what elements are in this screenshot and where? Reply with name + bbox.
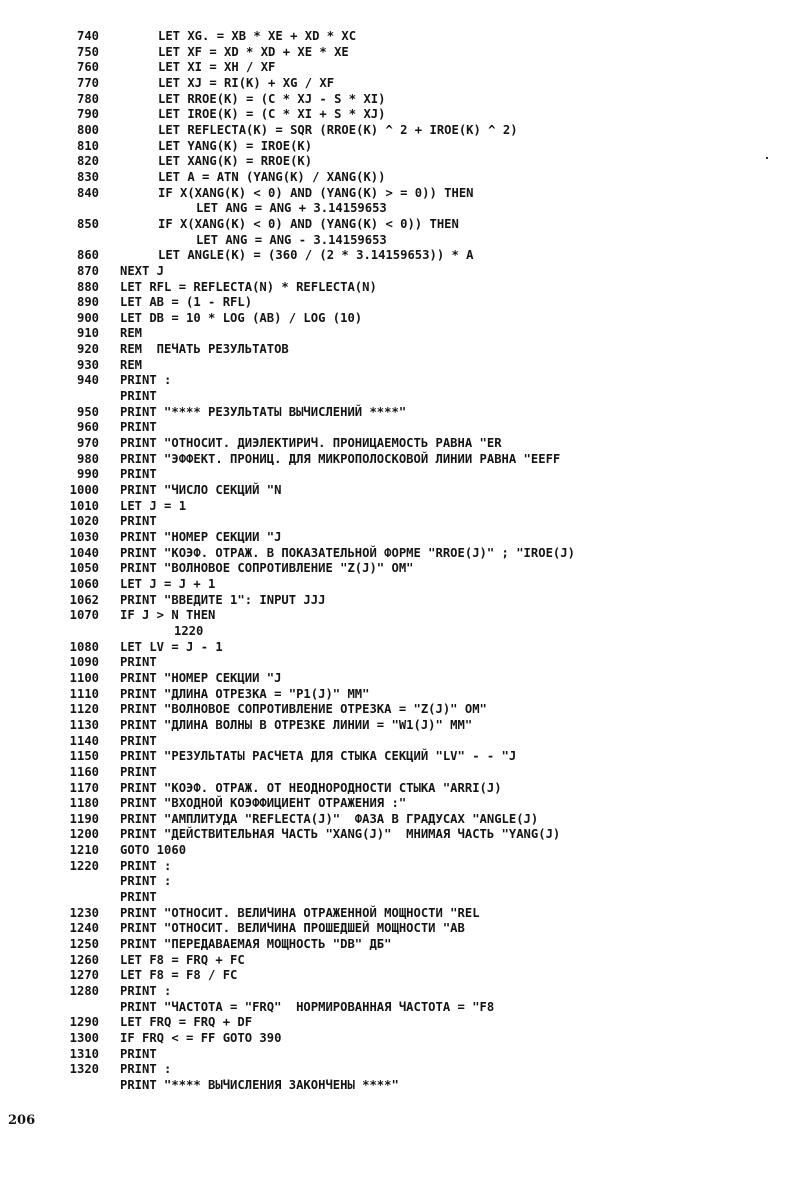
code-text: PRINT bbox=[120, 655, 157, 670]
code-text: LET AB = (1 - RFL) bbox=[120, 295, 253, 310]
code-text: LET XG. = XB * XE + XD * XC bbox=[158, 29, 357, 43]
line-number: 880 bbox=[76, 279, 99, 294]
code-line bbox=[0, 373, 790, 389]
code-line bbox=[0, 217, 790, 233]
code-text: PRINT "ВВЕДИТЕ 1": INPUT JJJ bbox=[120, 592, 326, 607]
code-text: IF FRQ < = FF GOTO 390 bbox=[120, 1031, 282, 1045]
line-number: 1150 bbox=[69, 749, 99, 764]
code-text: PRINT "ДЛИНА ВОЛНЫ В ОТРЕЗКЕ ЛИНИИ = "W1(J)" ММ" bbox=[120, 717, 473, 732]
line-number: 870 bbox=[76, 263, 99, 278]
line-number: 1240 bbox=[69, 921, 99, 936]
code-text: PRINT : bbox=[120, 858, 172, 873]
code-line bbox=[0, 953, 790, 969]
code-line bbox=[0, 843, 790, 859]
line-number: 1280 bbox=[69, 984, 99, 999]
code-line bbox=[0, 874, 790, 890]
code-text: LET XF = XD * XD + XE * XE bbox=[158, 44, 349, 59]
code-text: PRINT : bbox=[120, 984, 172, 999]
code-line bbox=[0, 326, 790, 342]
code-line bbox=[0, 233, 790, 249]
code-text: GOTO 1060 bbox=[120, 843, 187, 858]
code-text: LET ANG = ANG - 3.14159653 bbox=[196, 232, 387, 247]
line-number: 1140 bbox=[69, 733, 99, 748]
code-line bbox=[0, 859, 790, 875]
line-number: 750 bbox=[76, 44, 99, 59]
line-number: 1290 bbox=[69, 1015, 99, 1030]
line-number: 970 bbox=[76, 436, 99, 451]
line-number: 930 bbox=[76, 357, 99, 372]
line-number: 860 bbox=[76, 248, 99, 263]
code-line bbox=[0, 640, 790, 656]
code-text: PRINT "ЧАСТОТА = "FRQ" НОРМИРОВАННАЯ ЧАСТОТА = "F8 bbox=[120, 999, 495, 1014]
code-text: PRINT : bbox=[120, 373, 172, 388]
code-text: PRINT "ЭФФЕКТ. ПРОНИЦ. ДЛЯ МИКРОПОЛОСКОВОЙ ЛИНИИ РАВНА "EEFF bbox=[120, 451, 561, 466]
code-text: LET ANGLE(K) = (360 / (2 * 3.14159653)) * A bbox=[158, 248, 474, 263]
line-number: 820 bbox=[76, 154, 99, 169]
line-number: 910 bbox=[76, 326, 99, 341]
code-line bbox=[0, 295, 790, 311]
code-line bbox=[0, 530, 790, 546]
code-line bbox=[0, 170, 790, 186]
code-text: REM ПЕЧАТЬ РЕЗУЛЬТАТОВ bbox=[120, 342, 289, 357]
line-number: 1020 bbox=[69, 514, 99, 529]
line-number: 760 bbox=[76, 60, 99, 75]
code-text: PRINT "ВХОДНОЙ КОЭФФИЦИЕНТ ОТРАЖЕНИЯ :" bbox=[120, 796, 407, 811]
code-text: LET RFL = REFLECTA(N) * REFLECTA(N) bbox=[120, 279, 377, 294]
code-line bbox=[0, 405, 790, 421]
basic-program-listing bbox=[0, 29, 790, 1094]
code-line bbox=[0, 968, 790, 984]
print-speck bbox=[766, 157, 768, 159]
code-text: LET ANG = ANG + 3.14159653 bbox=[196, 201, 387, 216]
code-line bbox=[0, 577, 790, 593]
code-text: LET LV = J - 1 bbox=[120, 639, 223, 654]
code-text: PRINT bbox=[120, 389, 157, 404]
code-text: REM bbox=[120, 326, 143, 341]
code-text: LET J = J + 1 bbox=[120, 576, 216, 591]
code-text: PRINT "ОТНОСИТ. ВЕЛИЧИНА ПРОШЕДШЕЙ МОЩНОСТИ "AB bbox=[120, 921, 465, 936]
code-line bbox=[0, 499, 790, 515]
code-line bbox=[0, 937, 790, 953]
code-text: PRINT "ВОЛНОВОЕ СОПРОТИВЛЕНИЕ "Z(J)" ОМ" bbox=[120, 561, 414, 576]
code-line bbox=[0, 687, 790, 703]
code-text: PRINT "ДЕЙСТВИТЕЛЬНАЯ ЧАСТЬ "XANG(J)" МНИМАЯ ЧАСТЬ "YANG(J) bbox=[120, 827, 561, 842]
code-text: LET F8 = FRQ + FC bbox=[120, 952, 245, 967]
code-text: LET J = 1 bbox=[120, 498, 187, 513]
code-text: IF X(XANG(K) < 0) AND (YANG(K) > = 0)) THEN bbox=[158, 185, 474, 200]
line-number: 770 bbox=[76, 75, 99, 90]
line-number: 960 bbox=[76, 420, 99, 435]
line-number: 1170 bbox=[69, 780, 99, 795]
code-text: PRINT bbox=[120, 420, 157, 435]
code-line bbox=[0, 186, 790, 202]
code-line bbox=[0, 92, 790, 108]
code-line bbox=[0, 123, 790, 139]
code-line bbox=[0, 1031, 790, 1047]
line-number: 1200 bbox=[69, 827, 99, 842]
line-number: 1300 bbox=[69, 1031, 99, 1045]
code-line bbox=[0, 671, 790, 687]
line-number: 1250 bbox=[69, 937, 99, 952]
code-text: PRINT "ЧИСЛО СЕКЦИЙ "N bbox=[120, 483, 282, 498]
line-number: 1210 bbox=[69, 843, 99, 858]
code-line bbox=[0, 201, 790, 217]
line-number: 780 bbox=[76, 91, 99, 106]
code-line bbox=[0, 389, 790, 405]
code-text: LET RROE(K) = (C * XJ - S * XI) bbox=[158, 91, 386, 106]
code-line bbox=[0, 280, 790, 296]
code-line bbox=[0, 420, 790, 436]
code-text: LET XJ = RI(K) + XG / XF bbox=[158, 75, 335, 90]
code-text: PRINT bbox=[120, 514, 157, 529]
code-text: PRINT "НОМЕР СЕКЦИИ "J bbox=[120, 530, 282, 544]
line-number: 1010 bbox=[69, 498, 99, 513]
code-text: 1220 bbox=[174, 623, 204, 638]
line-number: 830 bbox=[76, 169, 99, 184]
code-text: PRINT "РЕЗУЛЬТАТЫ РАСЧЕТА ДЛЯ СТЫКА СЕКЦИЙ "LV" - - "J bbox=[120, 749, 517, 764]
code-text: PRINT "**** РЕЗУЛЬТАТЫ ВЫЧИСЛЕНИЙ ****" bbox=[120, 404, 407, 419]
line-number: 940 bbox=[76, 373, 99, 388]
line-number: 840 bbox=[76, 185, 99, 200]
code-line bbox=[0, 796, 790, 812]
code-text: PRINT "**** ВЫЧИСЛЕНИЯ ЗАКОНЧЕНЫ ****" bbox=[120, 1077, 399, 1092]
line-number: 1120 bbox=[69, 702, 99, 717]
code-line bbox=[0, 107, 790, 123]
code-line bbox=[0, 29, 790, 45]
line-number: 1270 bbox=[69, 968, 99, 983]
code-line bbox=[0, 655, 790, 671]
code-line bbox=[0, 906, 790, 922]
code-line bbox=[0, 984, 790, 1000]
code-text: PRINT "ДЛИНА ОТРЕЗКА = "P1(J)" ММ" bbox=[120, 686, 370, 701]
line-number: 950 bbox=[76, 404, 99, 419]
code-text: PRINT bbox=[120, 890, 157, 905]
line-number: 1310 bbox=[69, 1046, 99, 1061]
code-line bbox=[0, 546, 790, 562]
code-line bbox=[0, 1015, 790, 1031]
code-text: LET YANG(K) = IROE(K) bbox=[158, 138, 313, 153]
code-line bbox=[0, 1000, 790, 1016]
code-text: LET F8 = F8 / FC bbox=[120, 968, 238, 983]
line-number: 1110 bbox=[69, 686, 99, 701]
code-line bbox=[0, 311, 790, 327]
code-line bbox=[0, 1078, 790, 1094]
code-line bbox=[0, 890, 790, 906]
line-number: 1130 bbox=[69, 717, 99, 732]
code-line bbox=[0, 248, 790, 264]
line-number: 1062 bbox=[69, 592, 99, 607]
code-line bbox=[0, 608, 790, 624]
code-line bbox=[0, 342, 790, 358]
line-number: 1180 bbox=[69, 796, 99, 811]
code-text: LET A = ATN (YANG(K) / XANG(K)) bbox=[158, 169, 386, 184]
code-text: PRINT "КОЭФ. ОТРАЖ. В ПОКАЗАТЕЛЬНОЙ ФОРМЕ "RROE(J)" ; "IROE(J) bbox=[120, 545, 575, 560]
line-number: 800 bbox=[76, 122, 99, 137]
code-line bbox=[0, 154, 790, 170]
code-text: LET XANG(K) = RROE(K) bbox=[158, 154, 313, 169]
line-number: 1260 bbox=[69, 952, 99, 967]
code-text: LET DB = 10 * LOG (AB) / LOG (10) bbox=[120, 310, 363, 325]
line-number: 790 bbox=[76, 107, 99, 122]
code-line bbox=[0, 60, 790, 76]
code-line bbox=[0, 1062, 790, 1078]
code-line bbox=[0, 1047, 790, 1063]
code-text: LET REFLECTA(K) = SQR (RROE(K) ^ 2 + IROE(K) ^ 2) bbox=[158, 122, 518, 137]
code-text: PRINT "НОМЕР СЕКЦИИ "J bbox=[120, 670, 282, 685]
code-line bbox=[0, 749, 790, 765]
code-line bbox=[0, 76, 790, 92]
code-line bbox=[0, 483, 790, 499]
code-line bbox=[0, 702, 790, 718]
code-text: PRINT "ВОЛНОВОЕ СОПРОТИВЛЕНИЕ ОТРЕЗКА = "Z(J)" ОМ" bbox=[120, 702, 487, 717]
code-line bbox=[0, 593, 790, 609]
code-text: PRINT : bbox=[120, 874, 172, 889]
code-text: LET XI = XH / XF bbox=[158, 60, 276, 75]
line-number: 890 bbox=[76, 295, 99, 310]
code-text: REM bbox=[120, 357, 143, 372]
code-line bbox=[0, 139, 790, 155]
code-line bbox=[0, 358, 790, 374]
line-number: 810 bbox=[76, 138, 99, 153]
code-line bbox=[0, 734, 790, 750]
code-text: IF J > N THEN bbox=[120, 608, 216, 623]
code-text: PRINT "КОЭФ. ОТРАЖ. ОТ НЕОДНОРОДНОСТИ СТЫКА "ARRI(J) bbox=[120, 780, 502, 795]
code-text: LET FRQ = FRQ + DF bbox=[120, 1015, 253, 1030]
line-number: 1040 bbox=[69, 545, 99, 560]
line-number: 1000 bbox=[69, 483, 99, 498]
line-number: 1060 bbox=[69, 576, 99, 591]
line-number: 1190 bbox=[69, 811, 99, 826]
line-number: 1230 bbox=[69, 905, 99, 920]
code-line bbox=[0, 718, 790, 734]
code-text: PRINT "ОТНОСИТ. ВЕЛИЧИНА ОТРАЖЕННОЙ МОЩНОСТИ "REL bbox=[120, 905, 480, 920]
code-line bbox=[0, 781, 790, 797]
line-number: 990 bbox=[76, 467, 99, 482]
code-line bbox=[0, 45, 790, 61]
line-number: 1030 bbox=[69, 530, 99, 544]
line-number: 1050 bbox=[69, 561, 99, 576]
code-line bbox=[0, 921, 790, 937]
line-number: 740 bbox=[76, 29, 99, 43]
code-line bbox=[0, 264, 790, 280]
code-text: PRINT "ПЕРЕДАВАЕМАЯ МОЩНОСТЬ "DB" ДБ" bbox=[120, 937, 392, 952]
code-text: PRINT "ОТНОСИТ. ДИЭЛЕКТИРИЧ. ПРОНИЦАЕМОСТЬ РАВНА "ER bbox=[120, 436, 502, 451]
code-text: PRINT bbox=[120, 764, 157, 779]
line-number: 920 bbox=[76, 342, 99, 357]
code-line bbox=[0, 827, 790, 843]
page-number: 206 bbox=[8, 1113, 36, 1128]
code-line bbox=[0, 561, 790, 577]
line-number: 900 bbox=[76, 310, 99, 325]
code-text: PRINT bbox=[120, 467, 157, 482]
code-line bbox=[0, 436, 790, 452]
line-number: 1100 bbox=[69, 670, 99, 685]
line-number: 1220 bbox=[69, 858, 99, 873]
code-text: PRINT bbox=[120, 1046, 157, 1061]
code-line bbox=[0, 624, 790, 640]
code-line bbox=[0, 514, 790, 530]
code-text: LET IROE(K) = (C * XI + S * XJ) bbox=[158, 107, 386, 122]
code-line bbox=[0, 452, 790, 468]
code-line bbox=[0, 812, 790, 828]
code-line bbox=[0, 765, 790, 781]
code-text: PRINT : bbox=[120, 1062, 172, 1077]
code-text: NEXT J bbox=[120, 263, 165, 278]
code-line bbox=[0, 467, 790, 483]
line-number: 1160 bbox=[69, 764, 99, 779]
line-number: 1080 bbox=[69, 639, 99, 654]
line-number: 980 bbox=[76, 451, 99, 466]
code-text: IF X(XANG(K) < 0) AND (YANG(K) < 0)) THEN bbox=[158, 216, 459, 231]
line-number: 1090 bbox=[69, 655, 99, 670]
code-text: PRINT bbox=[120, 733, 157, 748]
code-text: PRINT "АМПЛИТУДА "REFLECTA(J)" ФАЗА В ГРАДУСАХ "ANGLE(J) bbox=[120, 811, 539, 826]
line-number: 850 bbox=[76, 216, 99, 231]
line-number: 1070 bbox=[69, 608, 99, 623]
line-number: 1320 bbox=[69, 1062, 99, 1077]
